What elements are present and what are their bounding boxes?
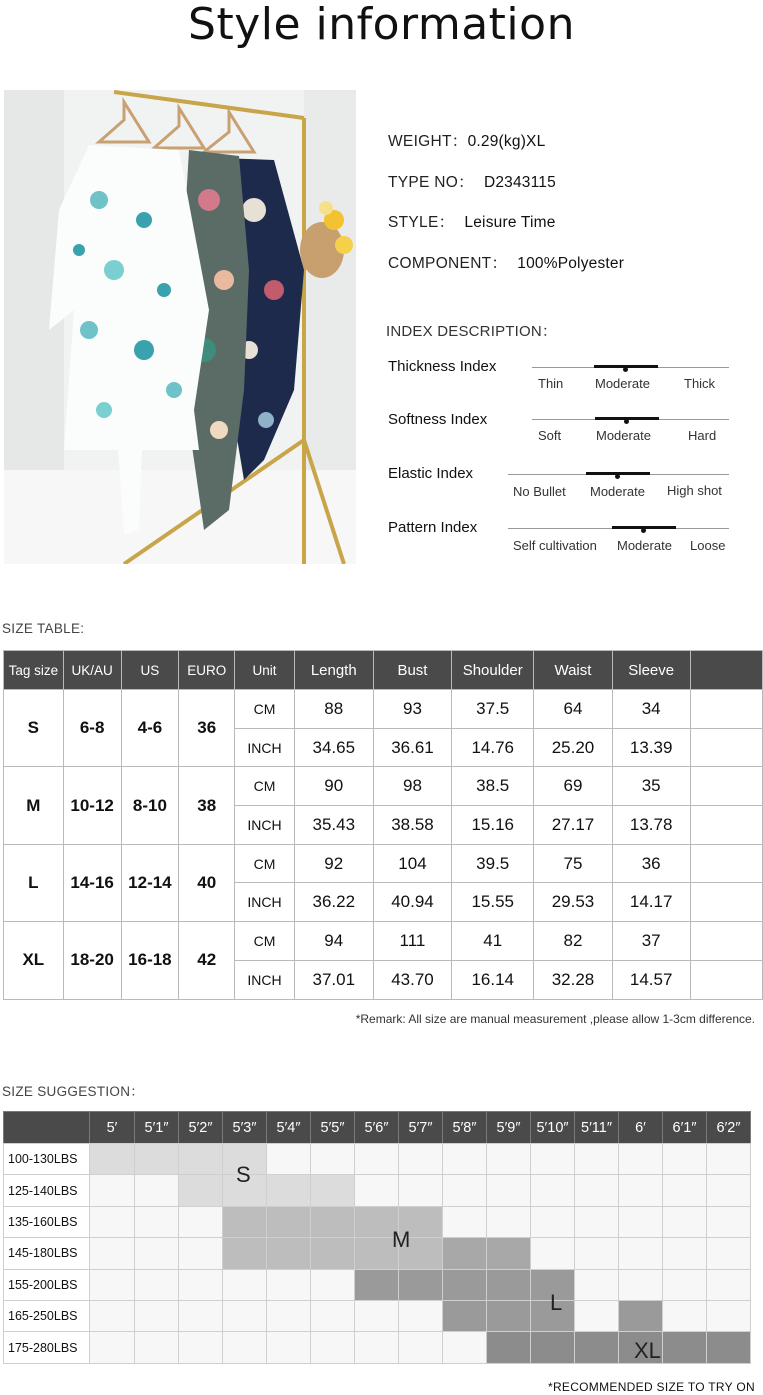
weight-value: 0.29(kg)XL xyxy=(467,133,546,150)
empty-cell xyxy=(690,844,762,883)
unit-cell: INCH xyxy=(235,960,295,999)
suggestion-cell xyxy=(574,1174,619,1206)
type-line xyxy=(388,170,556,192)
type-label: TYPE NO： xyxy=(388,174,474,191)
style-value: Leisure Time xyxy=(464,214,556,231)
size-suggestion-label: SIZE SUGGESTION： xyxy=(2,1084,145,1099)
size-region-xl: XL xyxy=(634,1338,661,1363)
us-cell: 16-18 xyxy=(121,922,179,999)
size-table-label: SIZE TABLE: xyxy=(2,621,85,636)
suggestion-cell xyxy=(134,1143,179,1175)
waist-cell: 82 xyxy=(534,922,613,961)
suggestion-cell xyxy=(486,1174,531,1206)
size-table-header xyxy=(4,651,763,690)
waist-cell: 69 xyxy=(534,767,613,806)
size-region-l: L xyxy=(550,1290,563,1315)
suggestion-cell xyxy=(706,1269,751,1301)
unit-cell: INCH xyxy=(235,728,295,767)
suggestion-cell xyxy=(442,1206,487,1238)
suggestion-cell xyxy=(662,1300,707,1332)
height-header-cell: 6′1″ xyxy=(662,1111,707,1144)
size-region-s: S xyxy=(236,1162,251,1187)
suggestion-cell xyxy=(574,1143,619,1175)
thickness-scale-dot xyxy=(623,367,628,372)
suggestion-cell xyxy=(310,1331,355,1363)
suggestion-cell xyxy=(442,1300,487,1332)
suggestion-cell xyxy=(398,1269,443,1301)
suggestion-cell xyxy=(706,1174,751,1206)
waist-cell: 64 xyxy=(534,690,613,729)
weight-label-cell: 125-140LBS xyxy=(3,1174,90,1206)
us-cell: 4-6 xyxy=(121,690,179,767)
thickness-label-high: Thick xyxy=(684,376,716,391)
suggestion-cell xyxy=(486,1143,531,1175)
length-cell: 90 xyxy=(294,767,373,806)
empty-cell xyxy=(690,806,762,845)
suggestion-cell xyxy=(574,1331,619,1363)
header-tag-size: Tag size xyxy=(4,651,64,690)
length-cell: 92 xyxy=(294,844,373,883)
suggestion-cell xyxy=(398,1174,443,1206)
suggestion-row xyxy=(3,1174,750,1205)
header-unit: Unit xyxy=(235,651,295,690)
remark-text: *Remark: All size are manual measurement ,please allow 1-3cm difference. xyxy=(355,1012,755,1026)
sleeve-cell: 13.78 xyxy=(612,806,690,845)
bust-cell: 111 xyxy=(373,922,452,961)
suggestion-cell xyxy=(574,1300,619,1332)
suggestion-cell xyxy=(618,1143,663,1175)
suggestion-row xyxy=(3,1269,750,1300)
length-cell: 88 xyxy=(294,690,373,729)
suggestion-cell xyxy=(266,1174,311,1206)
shoulder-cell: 15.16 xyxy=(452,806,534,845)
suggestion-row xyxy=(3,1206,750,1237)
empty-cell xyxy=(690,728,762,767)
suggestion-cell xyxy=(310,1174,355,1206)
euro-cell: 38 xyxy=(179,767,235,844)
component-label: COMPONENT： xyxy=(388,255,508,272)
component-line xyxy=(388,251,624,273)
height-header-cell: 5′ xyxy=(89,1111,135,1144)
unit-cell: CM xyxy=(235,767,295,806)
recommended-note: *RECOMMENDED SIZE TO TRY ON xyxy=(547,1380,755,1394)
size-row-cm xyxy=(4,690,763,729)
header-bust: Bust xyxy=(373,651,452,690)
type-value: D2343115 xyxy=(483,174,556,191)
length-cell: 37.01 xyxy=(294,960,373,999)
euro-cell: 36 xyxy=(179,690,235,767)
pattern-index-label: Pattern Index xyxy=(388,519,478,536)
suggestion-cell xyxy=(266,1206,311,1238)
sleeve-cell: 37 xyxy=(612,922,690,961)
suggestion-cell xyxy=(662,1269,707,1301)
suggestion-cell xyxy=(89,1300,135,1332)
suggestion-cell xyxy=(706,1300,751,1332)
suggestion-cell xyxy=(574,1206,619,1238)
suggestion-cell xyxy=(618,1206,663,1238)
suggestion-cell xyxy=(486,1206,531,1238)
suggestion-cell xyxy=(442,1237,487,1269)
bust-cell: 36.61 xyxy=(373,728,452,767)
suggestion-cell xyxy=(266,1269,311,1301)
sleeve-cell: 35 xyxy=(612,767,690,806)
style-label: STYLE： xyxy=(388,214,455,231)
sleeve-cell: 34 xyxy=(612,690,690,729)
header-waist: Waist xyxy=(534,651,613,690)
weight-label-cell: 135-160LBS xyxy=(3,1206,90,1238)
suggestion-cell xyxy=(354,1174,399,1206)
suggestion-cell xyxy=(310,1269,355,1301)
suggestion-cell xyxy=(662,1237,707,1269)
unit-cell: INCH xyxy=(235,806,295,845)
suggestion-cell xyxy=(134,1331,179,1363)
suggestion-cell xyxy=(618,1300,663,1332)
suggestion-cell xyxy=(89,1237,135,1269)
shoulder-cell: 41 xyxy=(452,922,534,961)
tag-size-cell: XL xyxy=(4,922,64,999)
suggestion-cell xyxy=(222,1331,267,1363)
suggestion-cell xyxy=(354,1269,399,1301)
page-title: Style information xyxy=(188,0,575,50)
height-header-cell: 6′ xyxy=(618,1111,663,1144)
pattern-label-low: Self cultivation xyxy=(513,538,597,553)
suggestion-cell xyxy=(618,1174,663,1206)
size-row-cm xyxy=(4,844,763,883)
height-header-cell: 5′11″ xyxy=(574,1111,619,1144)
shoulder-cell: 14.76 xyxy=(452,728,534,767)
suggestion-header-row xyxy=(3,1111,750,1143)
suggestion-cell xyxy=(662,1174,707,1206)
suggestion-cell xyxy=(706,1331,751,1363)
size-row-cm xyxy=(4,922,763,961)
size-suggestion-grid xyxy=(3,1111,750,1363)
suggestion-cell xyxy=(398,1300,443,1332)
weight-label-cell: 155-200LBS xyxy=(3,1269,90,1301)
thickness-index-label: Thickness Index xyxy=(388,358,497,375)
suggestion-cell xyxy=(134,1300,179,1332)
suggestion-cell xyxy=(530,1206,575,1238)
suggestion-cell xyxy=(486,1269,531,1301)
softness-index-label: Softness Index xyxy=(388,411,488,428)
bust-cell: 40.94 xyxy=(373,883,452,922)
suggestion-cell xyxy=(354,1331,399,1363)
suggestion-cell xyxy=(222,1269,267,1301)
softness-label-low: Soft xyxy=(538,428,562,443)
height-header-cell: 6′2″ xyxy=(706,1111,751,1144)
empty-cell xyxy=(690,690,762,729)
suggestion-cell xyxy=(178,1206,223,1238)
shoulder-cell: 38.5 xyxy=(452,767,534,806)
suggestion-cell xyxy=(178,1300,223,1332)
waist-cell: 75 xyxy=(534,844,613,883)
shoulder-cell: 15.55 xyxy=(452,883,534,922)
suggestion-cell xyxy=(354,1143,399,1175)
empty-cell xyxy=(690,922,762,961)
shoulder-cell: 39.5 xyxy=(452,844,534,883)
sleeve-cell: 13.39 xyxy=(612,728,690,767)
suggestion-cell xyxy=(530,1143,575,1175)
bust-cell: 38.58 xyxy=(373,806,452,845)
bust-cell: 43.70 xyxy=(373,960,452,999)
weight-label-cell: 175-280LBS xyxy=(3,1331,90,1363)
header-shoulder: Shoulder xyxy=(452,651,534,690)
uk-au-cell: 6-8 xyxy=(63,690,121,767)
height-header-cell: 5′8″ xyxy=(442,1111,487,1144)
suggestion-cell xyxy=(662,1331,707,1363)
waist-cell: 32.28 xyxy=(534,960,613,999)
suggestion-cell xyxy=(618,1269,663,1301)
suggestion-cell xyxy=(574,1269,619,1301)
component-value: 100%Polyester xyxy=(517,255,625,272)
uk-au-cell: 14-16 xyxy=(63,844,121,921)
suggestion-cell xyxy=(398,1143,443,1175)
suggestion-cell xyxy=(134,1269,179,1301)
suggestion-row xyxy=(3,1143,750,1174)
euro-cell: 40 xyxy=(179,844,235,921)
suggestion-cell xyxy=(178,1331,223,1363)
uk-au-cell: 18-20 xyxy=(63,922,121,999)
suggestion-cell xyxy=(178,1143,223,1175)
suggestion-cell xyxy=(530,1237,575,1269)
size-table xyxy=(3,650,763,1000)
elastic-label-low: No Bullet xyxy=(513,484,566,499)
length-cell: 35.43 xyxy=(294,806,373,845)
suggestion-cell xyxy=(530,1174,575,1206)
weight-label: WEIGHT： xyxy=(388,133,468,150)
suggestion-cell xyxy=(442,1143,487,1175)
suggestion-cell xyxy=(618,1237,663,1269)
height-header-cell: 5′9″ xyxy=(486,1111,531,1144)
waist-cell: 27.17 xyxy=(534,806,613,845)
suggestion-cell xyxy=(178,1237,223,1269)
pattern-label-high: Loose xyxy=(690,538,726,553)
suggestion-cell xyxy=(266,1331,311,1363)
index-description-label: INDEX DESCRIPTION： xyxy=(386,323,558,340)
suggestion-cell xyxy=(89,1174,135,1206)
unit-cell: CM xyxy=(235,922,295,961)
pattern-scale-dot xyxy=(641,528,646,533)
elastic-scale-dot xyxy=(615,474,620,479)
bust-cell: 104 xyxy=(373,844,452,883)
empty-cell xyxy=(690,767,762,806)
unit-cell: INCH xyxy=(235,883,295,922)
suggestion-cell xyxy=(442,1269,487,1301)
suggestion-cell xyxy=(310,1300,355,1332)
clothing-rack-image xyxy=(4,90,356,564)
sleeve-cell: 14.17 xyxy=(612,883,690,922)
softness-scale-dot xyxy=(624,419,629,424)
empty-cell xyxy=(690,960,762,999)
suggestion-cell xyxy=(222,1300,267,1332)
suggestion-cell xyxy=(134,1174,179,1206)
weight-label-cell: 100-130LBS xyxy=(3,1143,90,1175)
us-cell: 12-14 xyxy=(121,844,179,921)
height-header-cell: 5′6″ xyxy=(354,1111,399,1144)
header-uk-au: UK/AU xyxy=(63,651,121,690)
height-header-cell: 5′7″ xyxy=(398,1111,443,1144)
suggestion-cell xyxy=(706,1237,751,1269)
suggestion-corner-cell xyxy=(3,1111,90,1144)
thickness-label-mid: Moderate xyxy=(595,376,650,391)
suggestion-cell xyxy=(310,1237,355,1269)
height-header-cell: 5′3″ xyxy=(222,1111,267,1144)
header-sleeve: Sleeve xyxy=(612,651,690,690)
header-length: Length xyxy=(294,651,373,690)
suggestion-cell xyxy=(442,1174,487,1206)
suggestion-cell xyxy=(486,1331,531,1363)
suggestion-cell xyxy=(266,1237,311,1269)
elastic-index-label: Elastic Index xyxy=(388,465,474,482)
unit-cell: CM xyxy=(235,844,295,883)
suggestion-cell xyxy=(354,1300,399,1332)
suggestion-cell xyxy=(530,1331,575,1363)
thickness-label-low: Thin xyxy=(538,376,564,391)
suggestion-cell xyxy=(266,1143,311,1175)
suggestion-cell xyxy=(662,1143,707,1175)
size-region-m: M xyxy=(392,1227,411,1252)
header-empty xyxy=(690,651,762,690)
suggestion-cell xyxy=(266,1300,311,1332)
us-cell: 8-10 xyxy=(121,767,179,844)
softness-label-mid: Moderate xyxy=(596,428,651,443)
suggestion-row xyxy=(3,1237,750,1268)
waist-cell: 25.20 xyxy=(534,728,613,767)
sleeve-cell: 14.57 xyxy=(612,960,690,999)
weight-line xyxy=(388,129,545,151)
header-us: US xyxy=(121,651,179,690)
suggestion-cell xyxy=(222,1237,267,1269)
header-euro: EURO xyxy=(179,651,235,690)
suggestion-cell xyxy=(134,1237,179,1269)
length-cell: 36.22 xyxy=(294,883,373,922)
shoulder-cell: 37.5 xyxy=(452,690,534,729)
suggestion-cell xyxy=(178,1174,223,1206)
euro-cell: 42 xyxy=(179,922,235,999)
bust-cell: 98 xyxy=(373,767,452,806)
suggestion-cell xyxy=(89,1269,135,1301)
tag-size-cell: M xyxy=(4,767,64,844)
suggestion-cell xyxy=(310,1206,355,1238)
sleeve-cell: 36 xyxy=(612,844,690,883)
bust-cell: 93 xyxy=(373,690,452,729)
suggestion-cell xyxy=(222,1206,267,1238)
height-header-cell: 5′1″ xyxy=(134,1111,179,1144)
suggestion-cell xyxy=(398,1331,443,1363)
size-row-cm xyxy=(4,767,763,806)
length-cell: 94 xyxy=(294,922,373,961)
weight-label-cell: 145-180LBS xyxy=(3,1237,90,1269)
uk-au-cell: 10-12 xyxy=(63,767,121,844)
suggestion-cell xyxy=(134,1206,179,1238)
product-photo xyxy=(4,90,356,564)
suggestion-cell xyxy=(486,1300,531,1332)
waist-cell: 29.53 xyxy=(534,883,613,922)
shoulder-cell: 16.14 xyxy=(452,960,534,999)
height-header-cell: 5′2″ xyxy=(178,1111,223,1144)
suggestion-cell xyxy=(89,1143,135,1175)
weight-label-cell: 165-250LBS xyxy=(3,1300,90,1332)
suggestion-cell xyxy=(706,1206,751,1238)
suggestion-cell xyxy=(574,1237,619,1269)
tag-size-cell: S xyxy=(4,690,64,767)
elastic-label-high: High shot xyxy=(667,483,722,498)
suggestion-cell xyxy=(89,1331,135,1363)
height-header-cell: 5′10″ xyxy=(530,1111,575,1144)
height-header-cell: 5′4″ xyxy=(266,1111,311,1144)
tag-size-cell: L xyxy=(4,844,64,921)
style-line xyxy=(388,210,556,232)
suggestion-cell xyxy=(310,1143,355,1175)
suggestion-cell xyxy=(706,1143,751,1175)
suggestion-cell xyxy=(662,1206,707,1238)
suggestion-cell xyxy=(89,1206,135,1238)
softness-label-high: Hard xyxy=(688,428,717,443)
length-cell: 34.65 xyxy=(294,728,373,767)
pattern-label-mid: Moderate xyxy=(617,538,672,553)
elastic-label-mid: Moderate xyxy=(590,484,645,499)
unit-cell: CM xyxy=(235,690,295,729)
suggestion-row xyxy=(3,1300,750,1331)
suggestion-cell xyxy=(442,1331,487,1363)
suggestion-cell xyxy=(486,1237,531,1269)
empty-cell xyxy=(690,883,762,922)
suggestion-cell xyxy=(178,1269,223,1301)
height-header-cell: 5′5″ xyxy=(310,1111,355,1144)
